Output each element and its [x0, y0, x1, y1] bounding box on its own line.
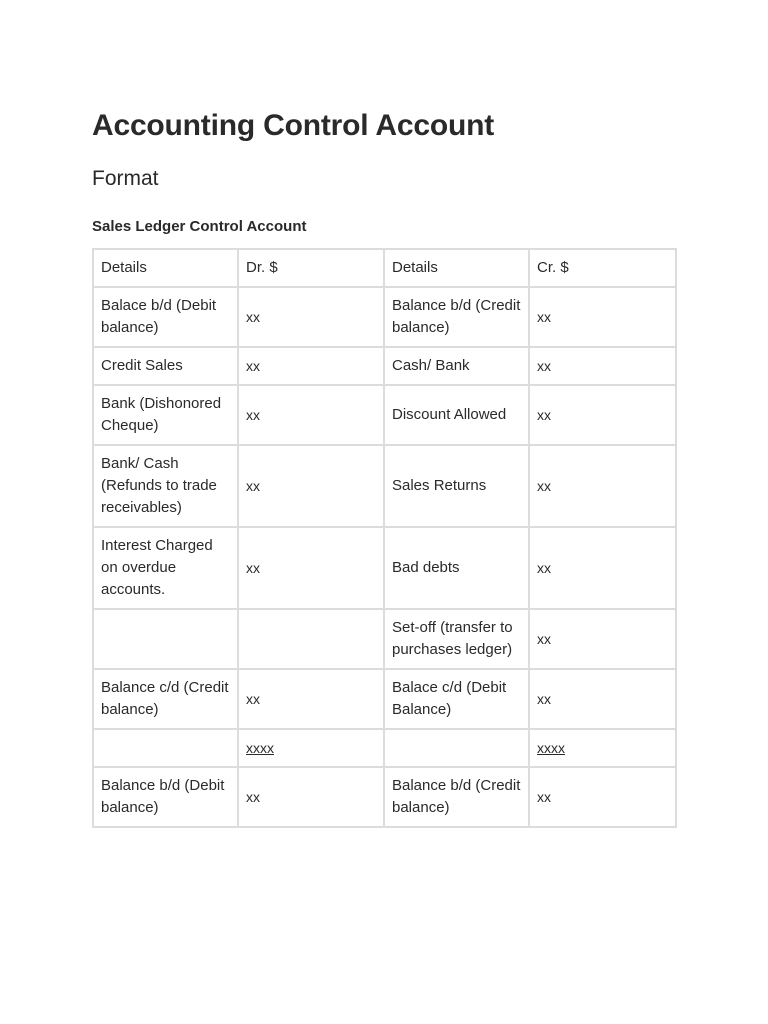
dr-details-cell: Balance b/d (Debit balance) — [93, 767, 238, 827]
cr-amount-cell: xx — [529, 385, 676, 445]
dr-details-cell — [93, 729, 238, 767]
header-cr-details: Details — [384, 249, 529, 287]
header-dr-amount: Dr. $ — [238, 249, 384, 287]
dr-amount-cell: xx — [238, 445, 384, 527]
cr-total-cell: xxxx — [529, 729, 676, 767]
cr-details-cell: Cash/ Bank — [384, 347, 529, 385]
page-subtitle: Format — [92, 167, 159, 190]
header-cr-amount: Cr. $ — [529, 249, 676, 287]
dr-amount-cell: xx — [238, 767, 384, 827]
dr-amount-cell: xx — [238, 347, 384, 385]
dr-details-cell: Bank (Dishonored Cheque) — [93, 385, 238, 445]
dr-details-cell — [93, 609, 238, 669]
dr-amount-cell: xx — [238, 527, 384, 609]
dr-details-cell: Balance c/d (Credit balance) — [93, 669, 238, 729]
cr-amount-cell: xx — [529, 445, 676, 527]
cr-details-cell: Discount Allowed — [384, 385, 529, 445]
header-dr-details: Details — [93, 249, 238, 287]
dr-total-cell: xxxx — [238, 729, 384, 767]
cr-amount-cell: xx — [529, 527, 676, 609]
table-header-row — [93, 249, 676, 287]
dr-amount-cell: xx — [238, 287, 384, 347]
cr-details-cell: Balance b/d (Credit balance) — [384, 287, 529, 347]
table-row — [93, 669, 676, 729]
cr-details-cell — [384, 729, 529, 767]
cr-details-cell: Bad debts — [384, 527, 529, 609]
cr-amount-cell: xx — [529, 669, 676, 729]
table-row — [93, 347, 676, 385]
dr-details-cell: Interest Charged on overdue accounts. — [93, 527, 238, 609]
table-row — [93, 767, 676, 827]
table-row — [93, 445, 676, 527]
cr-amount-cell: xx — [529, 609, 676, 669]
table-row — [93, 527, 676, 609]
section-heading: Sales Ledger Control Account — [92, 218, 307, 235]
dr-details-cell: Credit Sales — [93, 347, 238, 385]
cr-amount-cell: xx — [529, 287, 676, 347]
cr-details-cell: Set-off (transfer to purchases ledger) — [384, 609, 529, 669]
cr-details-cell: Balance b/d (Credit balance) — [384, 767, 529, 827]
cr-details-cell: Balace c/d (Debit Balance) — [384, 669, 529, 729]
cr-amount-cell: xx — [529, 347, 676, 385]
cr-details-cell: Sales Returns — [384, 445, 529, 527]
table-row — [93, 287, 676, 347]
dr-amount-cell: xx — [238, 385, 384, 445]
dr-details-cell: Bank/ Cash (Refunds to trade receivables) — [93, 445, 238, 527]
table-row — [93, 385, 676, 445]
dr-details-cell: Balace b/d (Debit balance) — [93, 287, 238, 347]
table-row — [93, 609, 676, 669]
totals-row — [93, 729, 676, 767]
cr-amount-cell: xx — [529, 767, 676, 827]
dr-amount-cell — [238, 609, 384, 669]
page-title: Accounting Control Account — [92, 109, 494, 142]
dr-amount-cell: xx — [238, 669, 384, 729]
ledger-table — [92, 248, 677, 828]
